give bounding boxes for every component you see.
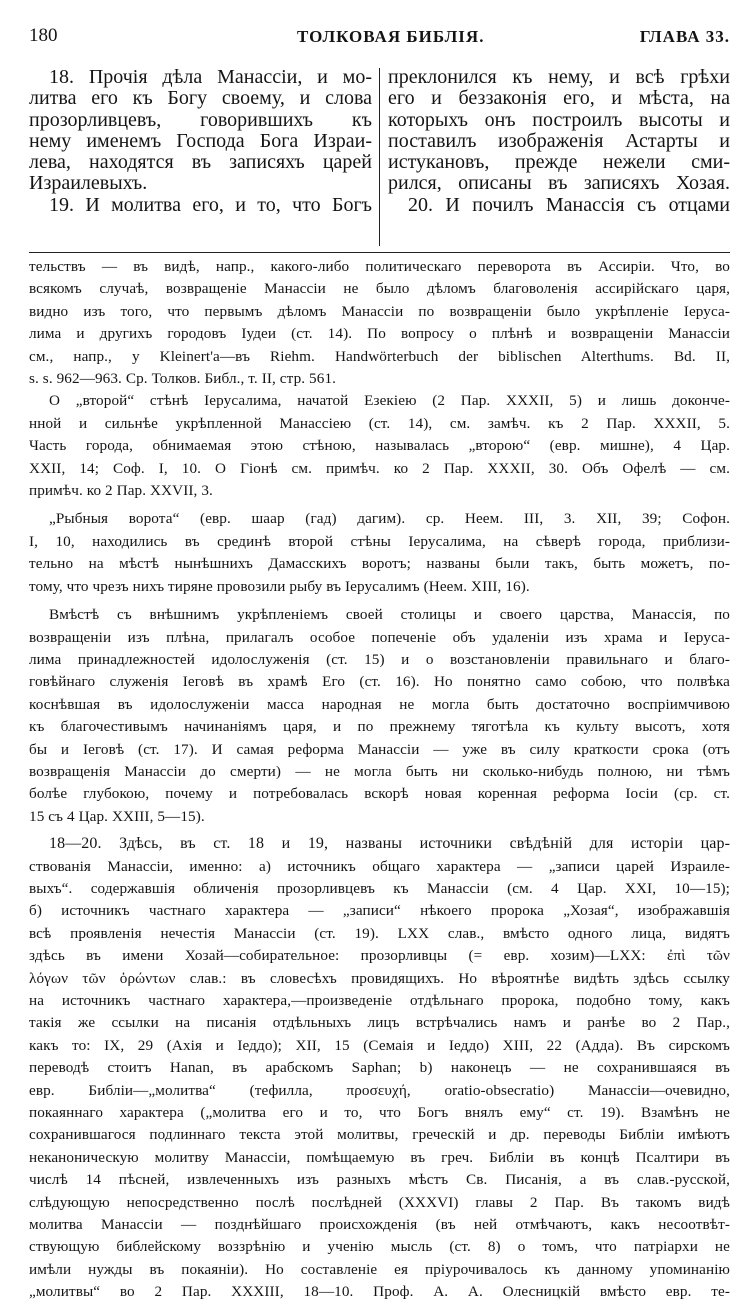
commentary-line: ствованія Манассіи, именно: а) источникъ общаго характера — „записи царей Израиле- — [29, 857, 730, 875]
verse-line: рился, описаны въ записяхъ Хозая. — [388, 172, 730, 195]
commentary-line: переводѣ стоитъ Hanan, въ арабскомъ Saphan; b) наконецъ — не сохранившаяся въ — [29, 1059, 730, 1077]
scripture-column-right — [388, 67, 730, 216]
verse-line: лева, находятся въ записяхъ царей — [29, 151, 372, 174]
verse-line: 20. И почилъ Манассія съ отцами — [408, 193, 730, 216]
commentary-line: молитва Манассіи — позднѣйшаго происхожденія (въ ней отмѣчаютъ, какъ несоотвѣт- — [29, 1216, 730, 1234]
commentary-line: Вмѣстѣ съ внѣшнимъ укрѣпленіемъ своей столицы и своего царства, Манассія, по — [49, 606, 730, 624]
commentary-line: числѣ 14 пѣсней, извлеченныхъ изъ разныхъ мѣстъ Св. Писанія, а въ слав.-русской, — [29, 1171, 730, 1189]
commentary-line: тому, что чрезъ нихъ тиряне провозили рыбу въ Іерусалимъ (Неем. XIII, 16). — [29, 577, 530, 595]
commentary-line: тельно на мѣстѣ нынѣшнихъ Дамасскихъ воротъ; названы были такъ, быть можетъ, по- — [29, 555, 730, 573]
commentary-line: здѣсь въ имени Хозай—собирательное: прозорливцы (= евр. хозим)—LXX: ἐπὶ τῶν — [29, 947, 730, 965]
commentary-line: неканоническую молитву Манассіи, помѣщаемую въ греч. Библіи въ концѣ Псалтири въ — [29, 1148, 730, 1166]
commentary-line: нной и сильнѣе укрѣпленной Манассіею (ст. 14), см. замѣч. къ 2 Пар. XXXII, 5. — [29, 414, 730, 432]
commentary-line: возвращеніи изъ плѣна, прилагалъ особое попеченіе объ удаленіи изъ храма и Іеруса- — [29, 628, 730, 646]
commentary-line: болѣе глубокою, почему и потребовалась вскорѣ новая коренная реформа Іосіи (ср. ст. — [29, 785, 730, 803]
commentary-line: такія же ссылки на писанія отдѣльныхъ лицъ встрѣчались намъ и ранѣе во 2 Пар., — [29, 1014, 730, 1032]
commentary-line: бы и Іеговѣ (ст. 17). И самая реформа Манассіи — уже въ силу краткости срока (отъ — [29, 740, 730, 758]
commentary-line: какъ то: IX, 29 (Ахія и Іеддо); XII, 15 (Семаія и Іеддо) XIII, 22 (Адда). Въ сирскомъ — [29, 1036, 730, 1054]
verse-line: прозорливцевъ, говорившихъ къ — [29, 108, 372, 131]
commentary-line: б) источникъ частнаго характера — „записи“ нѣкоего пророка „Хозая“, изображавшія — [29, 902, 730, 920]
commentary-line: говѣйнаго служенія Іеговѣ въ храмѣ Его (ст. 16). Но понятно само собою, что полвѣка — [29, 673, 730, 691]
running-header — [29, 0, 730, 44]
commentary-line: лима и другихъ городовъ Іудеи (ст. 14). По вопросу о плѣнѣ и возвращеніи Манассіи — [29, 325, 730, 343]
commentary-line: 15 съ 4 Цар. XXIII, 5—15). — [29, 807, 205, 825]
commentary-line: евр. Библіи—„молитва“ (тефилла, προσευχή, oratio-obsecratio) Манассіи—очевидно, — [29, 1081, 730, 1099]
commentary-line: 18—20. Здѣсь, въ ст. 18 и 19, названы источники свѣдѣній для исторіи цар- — [49, 835, 730, 853]
commentary-line: „молитвы“ во 2 Пар. XXXIII, 18—10. Проф. А. А. Олесницкій вмѣсто евр. те- — [29, 1283, 730, 1301]
commentary-line: см., напр., у Kleinert'а—въ Riehm. Handwörterbuch der biblischen Alterthums. Bd. II, — [29, 347, 730, 365]
verse-line: литва его къ Богу своему, и слова — [29, 87, 372, 110]
commentary-line: XXII, 14; Соф. I, 10. О Гіонѣ см. примѣч. ко 2 Пар. XXXII, 30. Объ Офелѣ — см. — [29, 459, 730, 477]
commentary-line: всякомъ случаѣ, возвращеніе Манассіи не было дѣломъ благоволенія ассирійскаго царя, — [29, 280, 730, 298]
scripture-text — [29, 67, 730, 250]
scripture-column-left — [29, 67, 372, 216]
commentary-line: „Рыбныя ворота“ (евр. шаар (гад) дагим). ср. Неем. III, 3. XII, 39; Софон. — [49, 510, 730, 528]
section-rule — [29, 252, 730, 253]
commentary-line: коснѣвшая въ идолослуженіи масса народная не могла быть достаточно воспріимчивою — [29, 695, 730, 713]
commentary-line: сохранившагося подлиннаго текста этой молитвы, греческій и др. переводы Библіи имѣютъ — [29, 1126, 730, 1144]
commentary-line: тельствъ — въ видѣ, напр., какого-либо политическаго переворота въ Ассиріи. Что, во — [29, 258, 730, 275]
commentary-line: видно изъ того, что первымъ дѣломъ Манассіи по возвращеніи было укрѣпленіе Іеруса- — [29, 302, 730, 320]
chapter-label: ГЛАВА 33. — [639, 27, 730, 46]
commentary-line: λόγων τῶν ὁρώντων слав.: въ словесѣхъ провидящихъ. Но вѣроятнѣе видѣть здѣсь ссылку — [29, 969, 730, 987]
commentary-line: примѣч. ко 2 Пар. XXVII, 3. — [29, 482, 213, 500]
commentary-line: выхъ“. содержавшія обличенія прозорливцевъ къ Манассіи (см. 4 Цар. XXI, 10—15); — [29, 879, 730, 897]
book-title: ТОЛКОВАЯ БИБЛІЯ. — [297, 27, 485, 46]
verse-line: Израилевыхъ. — [29, 172, 148, 195]
commentary-line: I, 10, находились въ срединѣ второй стѣны Іерусалима, на сѣверѣ города, приблизи- — [29, 532, 730, 550]
column-divider — [379, 68, 380, 246]
commentary-text — [29, 256, 730, 1304]
verse-line: нему именемъ Господа Бога Израи- — [29, 129, 372, 152]
commentary-line: Часть города, обнимаемая этою стѣною, называлась „второю“ (евр. мишне), 4 Цар. — [29, 437, 730, 455]
verse-line: его и беззаконія его, и мѣста, на — [388, 87, 730, 110]
verse-line: 19. И молитва его, и то, что Богъ — [49, 193, 372, 216]
commentary-line: ствующую библейскому воззрѣнію и ученію мысль (ст. 8) о томъ, что патріархи не — [29, 1238, 730, 1256]
verse-line: истукановъ, прежде нежели сми- — [388, 151, 730, 174]
verse-line: 18. Прочія дѣла Манассіи, и мо- — [49, 66, 372, 88]
commentary-line: къ благочестивымъ начинаніямъ царя, и по прежнему тяготѣла къ культу высотъ, хотя — [29, 718, 730, 736]
commentary-line: всѣ проявленія нечестія Манассіи (ст. 19). LXX слав., вмѣсто одного лица, видятъ — [29, 924, 730, 942]
commentary-line: О „второй“ стѣнѣ Іерусалима, начатой Езекіею (2 Пар. XXXII, 5) и лишь доконче- — [49, 392, 730, 410]
commentary-line: возвращенія Манассіи до смерти) — не могла быть ни сколько-нибудь полною, ни тѣмъ — [29, 762, 730, 780]
verse-line: которыхъ онъ построилъ высоты и — [388, 108, 730, 131]
commentary-line: имѣли нужды въ покаяніи). Но составленіе ея пріурочивалось къ данному упоминанію — [29, 1260, 730, 1278]
commentary-line: слѣдующую непосредственно послѣ послѣдней (XXXVI) главы 2 Пар. Въ такомъ видѣ — [29, 1193, 730, 1211]
verse-line: поставилъ изображенія Астарты и — [388, 129, 730, 152]
commentary-line: на источникъ частнаго характера,—произведеніе отдѣльнаго пророка, подобно тому, какъ — [29, 992, 730, 1009]
commentary-line: лима принадлежностей идолослуженія (ст. 15) и о возстановленіи правильнаго и благо- — [29, 650, 730, 668]
commentary-line: s. s. 962—963. Ср. Толков. Библ., т. II, стр. 561. — [29, 370, 337, 388]
verse-line: преклонился къ нему, и всѣ грѣхи — [388, 66, 730, 88]
page-number: 180 — [29, 25, 58, 46]
commentary-line: покаяннаго характера („молитва его и то, что Богъ внялъ ему“ ст. 19). Взамѣнъ не — [29, 1104, 730, 1122]
